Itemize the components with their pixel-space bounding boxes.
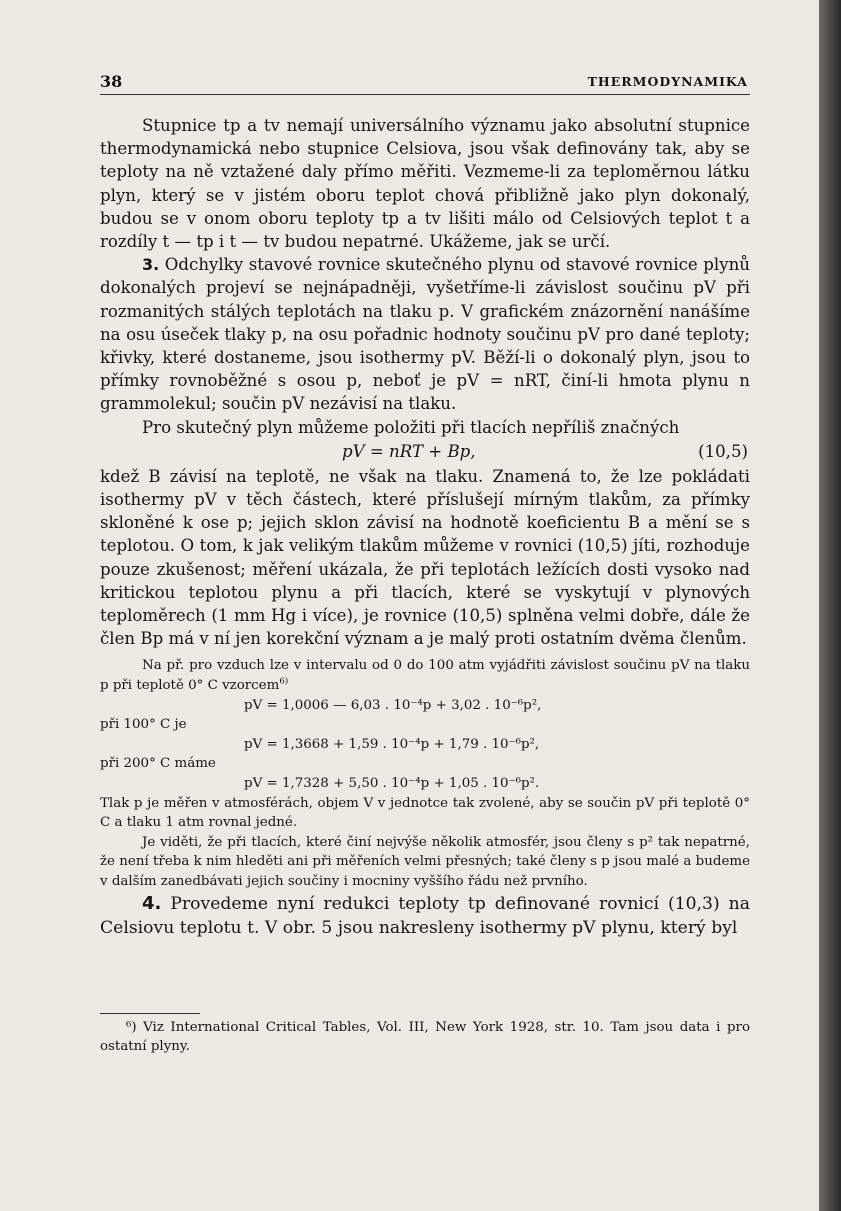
equation-0c	[100, 696, 750, 716]
equation-formula: pV = nRT + Bp,	[342, 441, 476, 461]
equation-200c-formula: pV = 1,7328 + 5,50 . 10⁻⁴p + 1,05 . 10⁻⁶p².	[244, 776, 540, 792]
running-title: THERMODYNAMIKA	[587, 74, 748, 89]
small-paragraph-2: Je viděti, že při tlacích, které činí nejvýše několik atmosfér, jsou členy s p² tak nepatrné, že není třeba k nim hleděti ani při měřeních velmi přesných; také členy s p jsou malé a budeme v dalším zanedbávati jejich součiny i mocniny vyššího řádu než prvního.	[100, 834, 750, 889]
paragraph-5	[100, 892, 750, 940]
small-paragraph-1: Tlak p je měřen v atmosférách, objem V v jednotce tak zvolené, aby se součin pV při teplotě 0° C a tlaku 1 atm rovnal jedné.	[100, 795, 750, 831]
equation-100c-formula: pV = 1,3668 + 1,59 . 10⁻⁴p + 1,79 . 10⁻⁶p²,	[244, 736, 540, 752]
small-intro	[100, 656, 750, 695]
paragraph-2	[100, 253, 750, 415]
footnote-text: ⁶) Viz International Critical Tables, Vol. III, New York 1928, str. 10. Tam jsou data i pro ostatní plyny.	[100, 1020, 750, 1054]
small-print-block	[100, 656, 750, 891]
paragraph-1: Stupnice tp a tv nemají universálního významu jako absolutní stupnice thermodynamická nebo stupnice Celsiova, jsou však definovány tak, aby se teploty na ně vztažené daly přímo měřiti. Vezmeme-li za teploměrnou látku plyn, který se v jistém oboru teplot chová přibližně jako plyn dokonalý, budou se v onom oboru teploty tp a tv lišiti málo od Celsiových teplot t a rozdíly t — tp i t — tv budou nepatrné. Ukážeme, jak se určí.	[100, 116, 750, 252]
footnote-rule	[100, 1013, 200, 1014]
paragraph-3: Pro skutečný plyn můžeme položiti při tlacích nepříliš značných	[142, 417, 680, 437]
section-4-number: 4.	[142, 892, 162, 914]
footnote	[100, 1018, 750, 1056]
section-3-number: 3.	[142, 255, 160, 275]
paragraph-2-text: Odchylky stavové rovnice skutečného plynu od stavové rovnice plynů dokonalých projeví se nejnápadněji, vyšetříme-li závislost součinu pV při rozmanitých stálých teplotách na tlaku p. V grafickém znázornění nanášíme na osu úseček tlaky p, na osu pořadnic hodnoty součinu pV pro dané teploty; křivky, které dostaneme, jsou isothermy pV. Běží-li o dokonalý plyn, jsou to přímky rovnoběžné s osou p, neboť je pV = nRT, činí-li hmota plynu n grammolekul; součin pV nezávisí na tlaku.	[100, 255, 750, 414]
small-intro-text: Na př. pro vzduch lze v intervalu od 0 do 100 atm vyjádřiti závislost součinu pV na tlaku p při teplotě 0° C vzorcem	[100, 658, 750, 694]
equation-100c	[100, 735, 750, 755]
label-100c: při 100° C je	[100, 717, 187, 733]
book-spine-shadow	[819, 0, 841, 1211]
equation-number: (10,5)	[698, 441, 748, 461]
page-number: 38	[100, 72, 123, 91]
equation-10-5	[100, 439, 750, 465]
paragraph-5-text: Provedeme nyní redukci teploty tp definované rovnicí (10,3) na Celsiovu teplotu t. V obr. 5 jsou nakresleny isothermy pV plynu, který byl	[100, 893, 750, 938]
page-header	[100, 70, 750, 95]
paragraph-4: kdež B závisí na teplotě, ne však na tlaku. Znamená to, že lze pokládati isothermy pV v těch částech, které příslušejí mírným tlakům, za přímky skloněné k ose p; jejich sklon závisí na hodnotě koeficientu B a mění se s teplotou. O tom, k jak velikým tlakům můžeme v rovnici (10,5) jíti, rozhoduje pouze zkušenost; měření ukázala, že při teplotách ležících dosti vysoko nad kritickou teplotou plynu a při tlacích, které se vyskytují v plynových teploměrech (1 mm Hg i více), je rovnice (10,5) splněna velmi dobře, dále že člen Bp má v ní jen korekční význam a je malý proti ostatním dvěma členům.	[100, 466, 750, 649]
equation-200c	[100, 774, 750, 794]
label-200c: při 200° C máme	[100, 756, 216, 772]
body-text	[100, 114, 750, 940]
footnote-ref: 6)	[279, 676, 289, 687]
equation-0c-formula: pV = 1,0006 — 6,03 . 10⁻⁴p + 3,02 . 10⁻⁶p²,	[244, 697, 542, 713]
